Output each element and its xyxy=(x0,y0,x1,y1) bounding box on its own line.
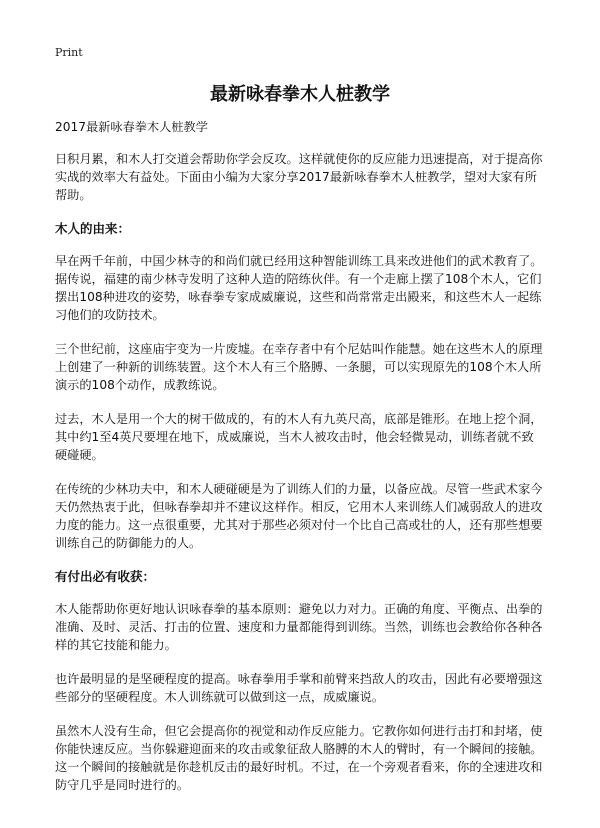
section-heading-origin: 木人的由来： xyxy=(55,221,131,236)
origin-paragraph-1: 早在两千年前，中国少林寺的和尚们就已经用这种智能训练工具来改进他们的武术教育了。据传说，福建的南少林寺发明了这种人造的陪练伙伴。有一个走廊上摆了108个木人，它们摆出108种进攻的姿势，咏春拳专家成威廉说，这些和尚常常走出殿来，和这些木人一起练习他们的攻防技术。 xyxy=(55,254,543,322)
benefits-paragraph-3: 虽然木人没有生命，但它会提高你的视觉和动作反应能力。它教你如何进行击打和封堵，使你能快速反应。当你躲避迎面来的攻击或象征敌人胳膊的木人的臂时，有一个瞬间的接触。这一个瞬间的接触就是你趁机反击的最好时机。不过，在一个旁观者看来，你的全速进攻和防守几乎是同时进行的。 xyxy=(55,724,543,792)
origin-paragraph-4: 在传统的少林功夫中，和木人硬碰硬是为了训练人们的力量，以备应战。尽管一些武术家今天仍然热衷于此，但咏春拳却并不建议这样作。相反，它用木人来训练人们减弱敌人的进攻力度的能力。这一点很重要，尤其对于那些必须对付一个比自己高或壮的人，还有那些想要训练自己的防御能力的人。 xyxy=(55,482,543,550)
article-body xyxy=(55,118,545,810)
intro-paragraph: 日积月累，和木人打交道会帮助你学会反攻。这样就使你的反应能力迅速提高，对于提高你实战的效率大有益处。下面由小编为大家分享2017最新咏春拳木人桩教学，望对大家有所帮助。 xyxy=(55,152,543,202)
print-link[interactable]: Print xyxy=(55,46,83,59)
origin-paragraph-2: 三个世纪前，这座庙宇变为一片废墟。在幸存者中有个尼姑叫作能慧。她在这些木人的原理上创建了一种新的训练装置。这个木人有三个胳膊、一条腿，可以实现原先的108个木人所演示的108个动作，成教练说。 xyxy=(55,342,543,392)
benefits-paragraph-1: 木人能帮助你更好地认识咏春拳的基本原则：避免以力对力。正确的角度、平衡点、出拳的准确、及时、灵活、打击的位置、速度和力量都能得到训练。当然，训练也会教给你各种各样的其它技能和能力。 xyxy=(55,602,543,652)
origin-paragraph-3: 过去，木人是用一个大的树干做成的，有的木人有九英尺高，底部是锥形。在地上挖个洞，其中约1至4英尺要埋在地下，成威廉说，当木人被攻击时，他会轻微晃动，训练者就不致硬碰硬。 xyxy=(55,412,543,462)
page-title: 最新咏春拳木人桩教学 xyxy=(210,84,390,105)
benefits-paragraph-2: 也许最明显的是坚硬程度的提高。咏春拳用手掌和前臂来挡敌人的攻击，因此有必要增强这些部分的坚硬程度。木人训练就可以做到这一点，成威廉说。 xyxy=(55,672,543,704)
article-subtitle: 2017最新咏春拳木人桩教学 xyxy=(55,120,208,134)
section-heading-benefits: 有付出必有收获： xyxy=(55,569,156,584)
